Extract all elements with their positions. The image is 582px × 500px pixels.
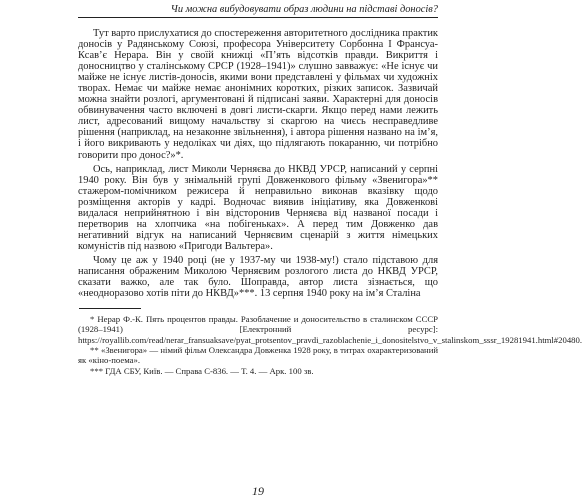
body-paragraph-2: Ось, наприклад, лист Миколи Черняєва до НКВД УРСР, написаний у серпні 1940 року. Він був у знімальній групі Довженкового фільму «Звенигора»** стажером-помічником режисера й неправильно виконав вказівку щодо розміщення акторів у кадрі. Водночас виявив ініціативу, яка Довженкові видалася неприйнятною і він відсторонив Черняєва від названої посади і перетворив на хлопчика «на побігеньках». А перед тим Довженко дав негативний відгук на написаний Черняєвим сценарій з життя німецьких комуністів під назвою «Пригоди Вальтера». — [78, 163, 438, 252]
footnote-2: ** «Звенигора» — німий фільм Олександра Довженка 1928 року, в титрах охарактеризований як «кіно-поема». — [78, 345, 438, 366]
footnote-separator — [79, 308, 141, 309]
body-paragraph-1: Тут варто прислухатися до спостереження авторитетного дослідника практик доносів у Радянському Союзі, професора Університету Сорбонна І Франсуа-Ксав’є Нерара. Він у своїй книжці «П’ять відсотків правди. Викриття і доносництво у сталінському СРСР (1928–1941)» слушно завважує: «Не існує чи майже не існує листів-доносів, якими вони представлені у фільмах чи художніх творах. Немає чи майже немає анонімних коротких, різких записок. Зазвичай можна знайти розлогі, аргументовані й підписані заяви. Характерні для доносів обвинувачення часто включені в довгі листи-скарги. Якщо перед нами лежить лист, адресований вищому начальству зі скаргою на чиєсь несправедливе рішення (наприклад, на незаконне звільнення), і автора рішення названо на ім’я, і його викривають у недоліках чи діях, що підлягають покаранню, чи потрібно говорити про донос?»*. — [78, 28, 438, 161]
body-paragraph-3: Чому це аж у 1940 році (не у 1937-му чи 1938-му!) стало підставою для написання ображеним Миколою Черняєвим розлогого листа до НКВД УРСР, сказати важко, але так було. Шоправда, автор листа зізнається, що «неодноразово хотів піти до НКВД»***. 13 серпня 1940 року на ім’я Сталіна — [78, 254, 438, 300]
body-text — [78, 28, 438, 299]
running-head: Чи можна вибудовувати образ людини на підставі доносів? — [78, 0, 438, 18]
footnote-3: *** ГДА СБУ, Київ. — Справа С-836. — Т. 4. — Арк. 100 зв. — [90, 365, 314, 376]
footnote-1: * Нерар Ф.-К. Пять процентов правды. Разоблачение и доносительство в сталинском СССР (1928–1941) [Електронний ресурс]: https://royallib.com/read/nerar_fransuaksave/pyat_protsentov_pravdi_razoblachenie_i_donositelstvo_v_stalinskom_sssr_19281941.html#20480. — [78, 314, 582, 345]
footnotes — [78, 314, 582, 376]
page-number: 19 — [252, 484, 264, 498]
